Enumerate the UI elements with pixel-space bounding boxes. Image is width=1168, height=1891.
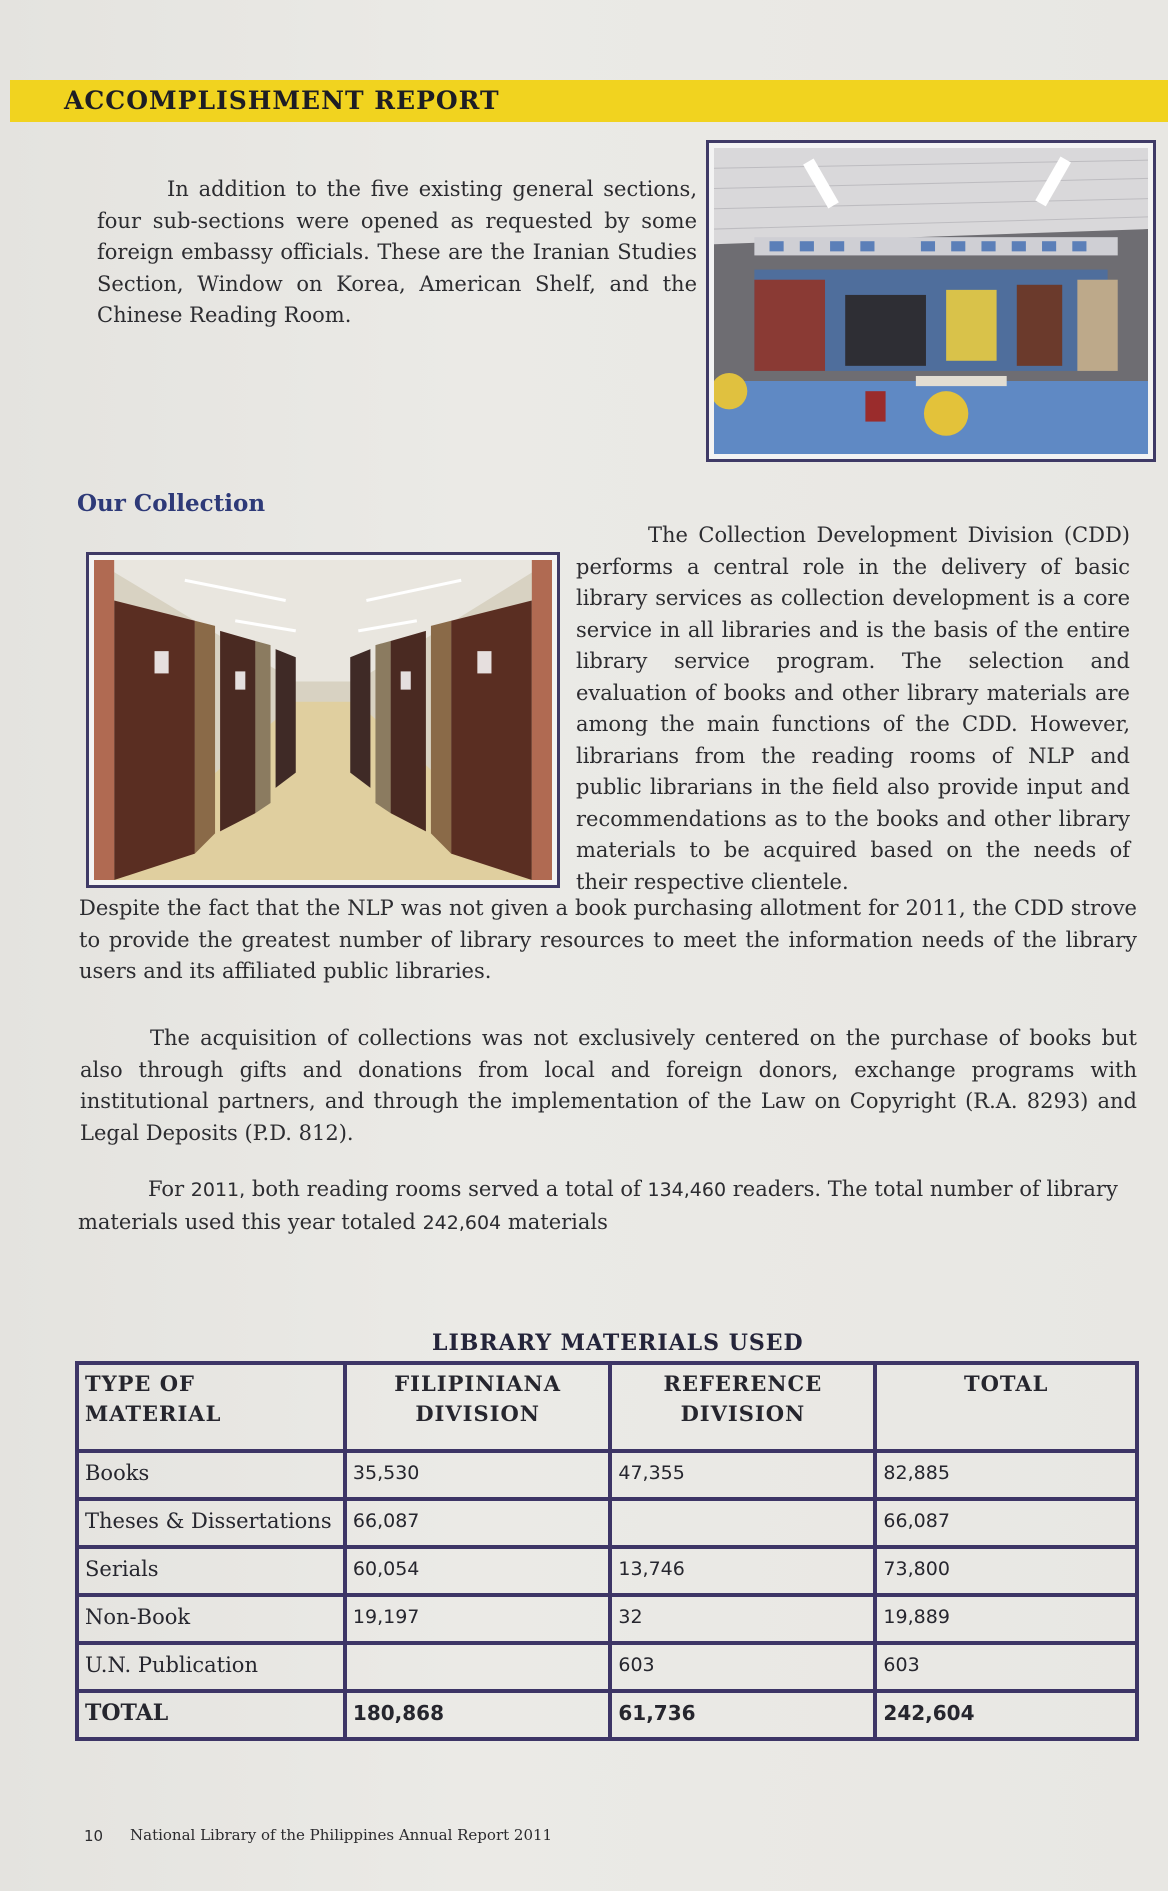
- header-filipiniana: FILIPINIANA DIVISION: [345, 1363, 610, 1451]
- cell-type: Theses & Dissertations: [77, 1499, 345, 1547]
- footer-text: National Library of the Philippines Annual Report 2011: [130, 1826, 553, 1844]
- cell-reference: 603: [610, 1643, 875, 1691]
- readers-mid1: both reading rooms served a total of: [251, 1177, 641, 1201]
- table-total-row: [77, 1691, 1137, 1739]
- library-materials-table: [75, 1361, 1139, 1741]
- readers-paragraph: [78, 1174, 1138, 1239]
- cell-total: 82,885: [875, 1451, 1137, 1499]
- cell-type: Books: [77, 1451, 345, 1499]
- cell-filipiniana: 19,197: [345, 1595, 610, 1643]
- cell-total: 603: [875, 1643, 1137, 1691]
- header-type: TYPE OF MATERIAL: [77, 1363, 345, 1451]
- reading-room-photo: [706, 140, 1156, 462]
- intro-paragraph: In addition to the five existing general sections, four sub-sections were opened as requested by some foreign embassy officials. These are the Iranian Studies Section, Window on Korea, American Shelf, and the Chinese Reading Room.: [97, 177, 697, 327]
- total-filipiniana: 180,868: [345, 1691, 610, 1739]
- materials-count: 242,604: [422, 1211, 502, 1234]
- readers-suffix: materials: [507, 1209, 608, 1234]
- table-row: [77, 1451, 1137, 1499]
- section-title: ACCOMPLISHMENT REPORT: [64, 86, 500, 115]
- header-total: TOTAL: [875, 1363, 1137, 1451]
- cell-filipiniana: 66,087: [345, 1499, 610, 1547]
- cell-filipiniana: [345, 1643, 610, 1691]
- table-row: [77, 1643, 1137, 1691]
- table-row: [77, 1499, 1137, 1547]
- cell-filipiniana: 60,054: [345, 1547, 610, 1595]
- cell-filipiniana: 35,530: [345, 1451, 610, 1499]
- cell-type: Serials: [77, 1547, 345, 1595]
- cell-reference: 13,746: [610, 1547, 875, 1595]
- table-row: [77, 1595, 1137, 1643]
- total-total: 242,604: [875, 1691, 1137, 1739]
- cell-type: Non-Book: [77, 1595, 345, 1643]
- total-reference: 61,736: [610, 1691, 875, 1739]
- acquisition-paragraph: The acquisition of collections was not exclusively centered on the purchase of books but also through gifts and donations from local and foreign donors, exchange programs with institutional partners, and through the implementation of the Law on Copyright (R.A. 8293) and Legal Deposits (P.D. 812).: [80, 1026, 1137, 1145]
- total-label: TOTAL: [77, 1691, 345, 1739]
- despite-paragraph: Despite the fact that the NLP was not given a book purchasing allotment for 2011, the CDD strove to provide the greatest number of library resources to meet the information needs of the library users and its affiliated public libraries.: [79, 896, 1137, 983]
- section-banner: [10, 80, 1168, 122]
- table-header-row: [77, 1363, 1137, 1451]
- our-collection-heading: Our Collection: [77, 490, 266, 517]
- readers-year: 2011,: [190, 1179, 246, 1201]
- readers-prefix: For: [148, 1177, 185, 1201]
- cell-total: 19,889: [875, 1595, 1137, 1643]
- cell-total: 73,800: [875, 1547, 1137, 1595]
- header-reference: REFERENCE DIVISION: [610, 1363, 875, 1451]
- readers-count: 134,460: [647, 1179, 727, 1201]
- table-row: [77, 1547, 1137, 1595]
- cell-reference: 47,355: [610, 1451, 875, 1499]
- page-number: 10: [84, 1827, 104, 1845]
- cdd-paragraph: The Collection Development Division (CDD) performs a central role in the delivery of basic library services as collection development is a core service in all libraries and is the basis of the entire library service program. The selection and evaluation of books and other library materials are among the main functions of the CDD. However, librarians from the reading rooms of NLP and public librarians in the field also provide input and recommendations as to the books and other library materials to be acquired based on the needs of their respective clientele.: [576, 523, 1130, 894]
- table-title: LIBRARY MATERIALS USED: [432, 1330, 804, 1356]
- cell-reference: [610, 1499, 875, 1547]
- book-stacks-photo: [86, 552, 560, 888]
- readers-mid2: readers. The total number of library materials used this year totaled: [78, 1177, 1118, 1234]
- cell-type: U.N. Publication: [77, 1643, 345, 1691]
- cell-reference: 32: [610, 1595, 875, 1643]
- cell-total: 66,087: [875, 1499, 1137, 1547]
